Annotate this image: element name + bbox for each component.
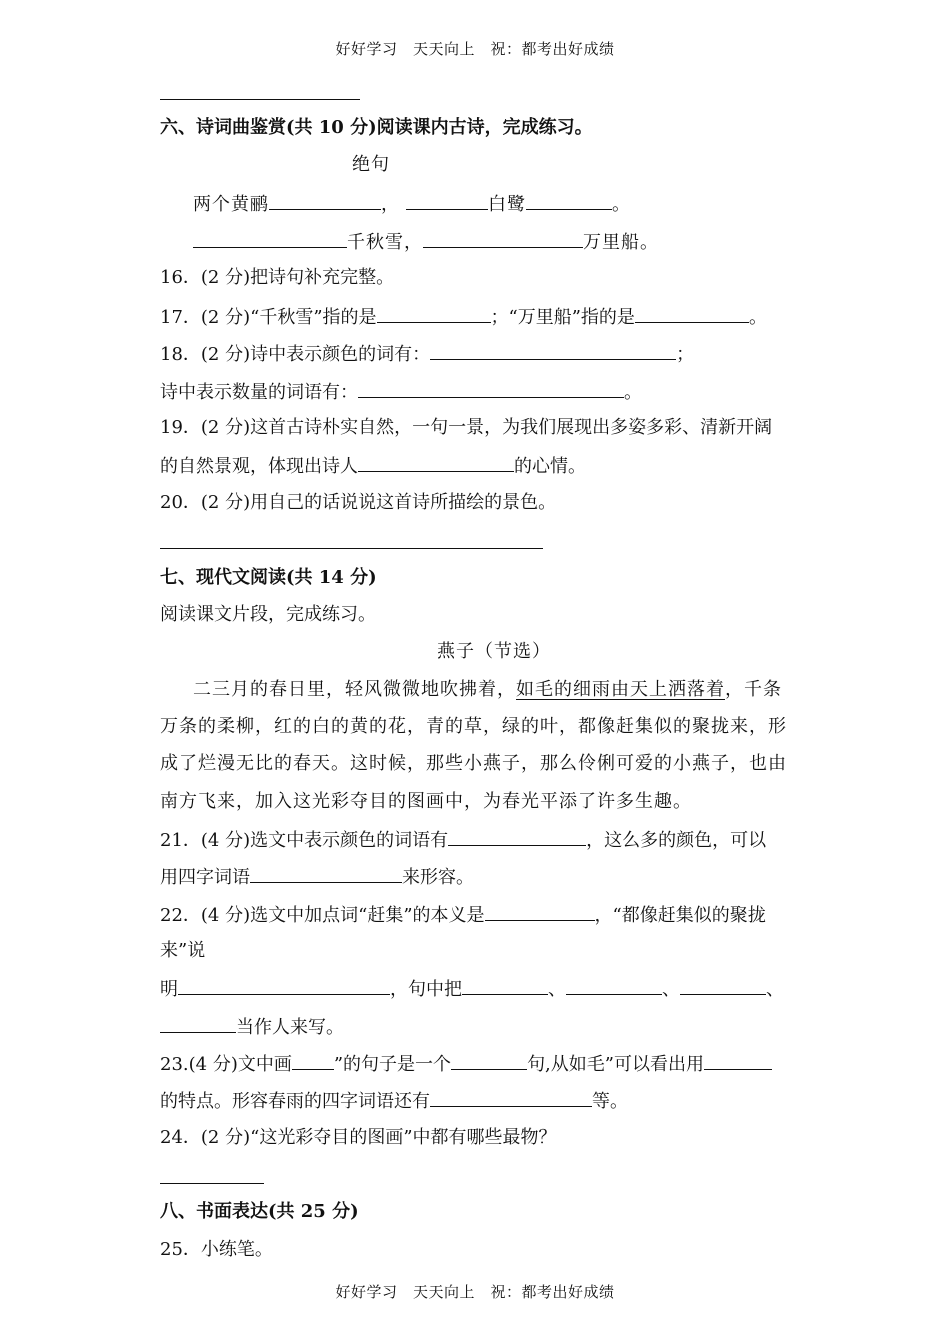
underlined-sentence: 如毛的细雨由天上洒落着 [516, 679, 725, 700]
text: 17．(2 分)“千秋雪”指的是 [160, 307, 377, 328]
fill-blank[interactable] [193, 229, 347, 248]
text: 的自然景观，体现出诗人 [160, 456, 358, 477]
text: 等。 [592, 1091, 628, 1112]
text: 用四字词语 [160, 867, 250, 888]
question-22-cont: 来”说 [160, 940, 206, 961]
text: 的特点。形容春雨的四字词语还有 [160, 1091, 430, 1112]
text: 来形容。 [402, 867, 474, 888]
poem-line-2 [193, 229, 659, 255]
question-20: 20．(2 分)用自己的话说说这首诗所描绘的景色。 [160, 492, 557, 513]
answer-line [160, 548, 543, 549]
fill-blank[interactable] [430, 341, 676, 360]
fill-blank[interactable] [635, 304, 749, 323]
text: 21．(4 分)选文中表示颜色的词语有 [160, 830, 449, 851]
fill-blank[interactable] [269, 191, 381, 210]
text: 。 [612, 194, 631, 215]
text: ； [676, 344, 695, 365]
text: 、 [662, 979, 680, 1000]
question-16: 16．(2 分)把诗句补充完整。 [160, 267, 395, 288]
passage-title: 燕子（节选） [437, 641, 551, 662]
fill-blank[interactable] [704, 1051, 772, 1070]
text: 万里船。 [583, 232, 659, 253]
text: 、 [766, 979, 784, 1000]
section-8-title: 八、书面表达(共 25 分) [160, 1201, 359, 1222]
fill-blank[interactable] [566, 976, 662, 995]
answer-line [160, 99, 360, 100]
poem-line-1 [193, 191, 631, 217]
page-header: 好好学习 天天向上 祝：都考出好成绩 [335, 40, 615, 58]
text: 23.(4 分)文中画 [160, 1054, 292, 1075]
page-footer: 好好学习 天天向上 祝：都考出好成绩 [335, 1283, 615, 1301]
fill-blank[interactable] [485, 902, 595, 921]
question-22 [160, 902, 766, 928]
section-7-intro: 阅读课文片段，完成练习。 [160, 604, 376, 625]
question-22-cont3 [160, 1014, 344, 1040]
question-23-cont [160, 1088, 628, 1114]
fill-blank[interactable] [358, 379, 624, 398]
fill-blank[interactable] [448, 827, 586, 846]
question-18 [160, 341, 694, 367]
question-17 [160, 304, 767, 330]
fill-blank[interactable] [680, 976, 766, 995]
text: ，千条 [725, 679, 782, 700]
text: ；“万里船”指的是 [490, 307, 635, 328]
text: 18．(2 分)诗中表示颜色的词有： [160, 344, 431, 365]
question-18b [160, 379, 642, 405]
fill-blank[interactable] [423, 229, 583, 248]
text: ”的句子是一个 [333, 1054, 452, 1075]
fill-blank[interactable] [406, 191, 488, 210]
fill-blank[interactable] [178, 976, 390, 995]
question-21 [160, 827, 766, 853]
question-25: 25．小练笔。 [160, 1239, 273, 1260]
text: 白鹭 [488, 194, 526, 215]
text: 二三月的春日里，轻风微微地吹拂着， [193, 679, 516, 700]
fill-blank[interactable] [462, 976, 548, 995]
text: 。 [624, 382, 642, 403]
fill-blank[interactable] [160, 1014, 236, 1033]
passage-line-3: 成了烂漫无比的春天。这时候，那些小燕子，那么伶俐可爱的小燕子，也由 [160, 753, 787, 774]
poem-title: 绝句 [352, 154, 390, 175]
fill-blank[interactable] [430, 1088, 592, 1107]
fill-blank[interactable] [451, 1051, 527, 1070]
answer-line [160, 1183, 264, 1184]
text: 千秋雪， [347, 232, 423, 253]
text: 明 [160, 979, 178, 1000]
passage-line-2: 万条的柔柳，红的白的黄的花，青的草，绿的叶，都像赶集似的聚拢来，形 [160, 716, 787, 737]
text: 两个黄鹂 [193, 194, 269, 215]
text: ， [381, 194, 400, 215]
fill-blank[interactable] [377, 304, 491, 323]
passage-line-4: 南方飞来，加入这光彩夺目的图画中，为春光平添了许多生趣。 [160, 791, 692, 812]
fill-blank[interactable] [358, 453, 514, 472]
question-23 [160, 1051, 772, 1077]
fill-blank[interactable] [250, 864, 402, 883]
text: 的心情。 [514, 456, 586, 477]
text: ，“都像赶集似的聚拢 [594, 905, 766, 926]
text: 、 [548, 979, 566, 1000]
question-19-cont [160, 453, 586, 479]
question-21-cont [160, 864, 474, 890]
text: ，句中把 [390, 979, 462, 1000]
passage-line-1 [193, 678, 782, 702]
section-7-title: 七、现代文阅读(共 14 分) [160, 567, 377, 588]
text: 22．(4 分)选文中加点词“赶集”的本义是 [160, 905, 485, 926]
question-22-cont2 [160, 976, 784, 1002]
question-19: 19．(2 分)这首古诗朴实自然，一句一景，为我们展现出多姿多彩、清新开阔 [160, 417, 773, 438]
section-6-title: 六、诗词曲鉴赏(共 10 分)阅读课内古诗，完成练习。 [160, 117, 593, 138]
text: 。 [748, 307, 767, 328]
text: 句,从如毛”可以看出用 [527, 1054, 704, 1075]
fill-blank[interactable] [526, 191, 612, 210]
question-24: 24．(2 分)“这光彩夺目的图画”中都有哪些最物？ [160, 1127, 557, 1148]
text: 诗中表示数量的词语有： [160, 382, 358, 403]
text: 当作人来写。 [236, 1017, 344, 1038]
text: ，这么多的颜色，可以 [586, 830, 767, 851]
fill-blank[interactable] [292, 1051, 334, 1070]
